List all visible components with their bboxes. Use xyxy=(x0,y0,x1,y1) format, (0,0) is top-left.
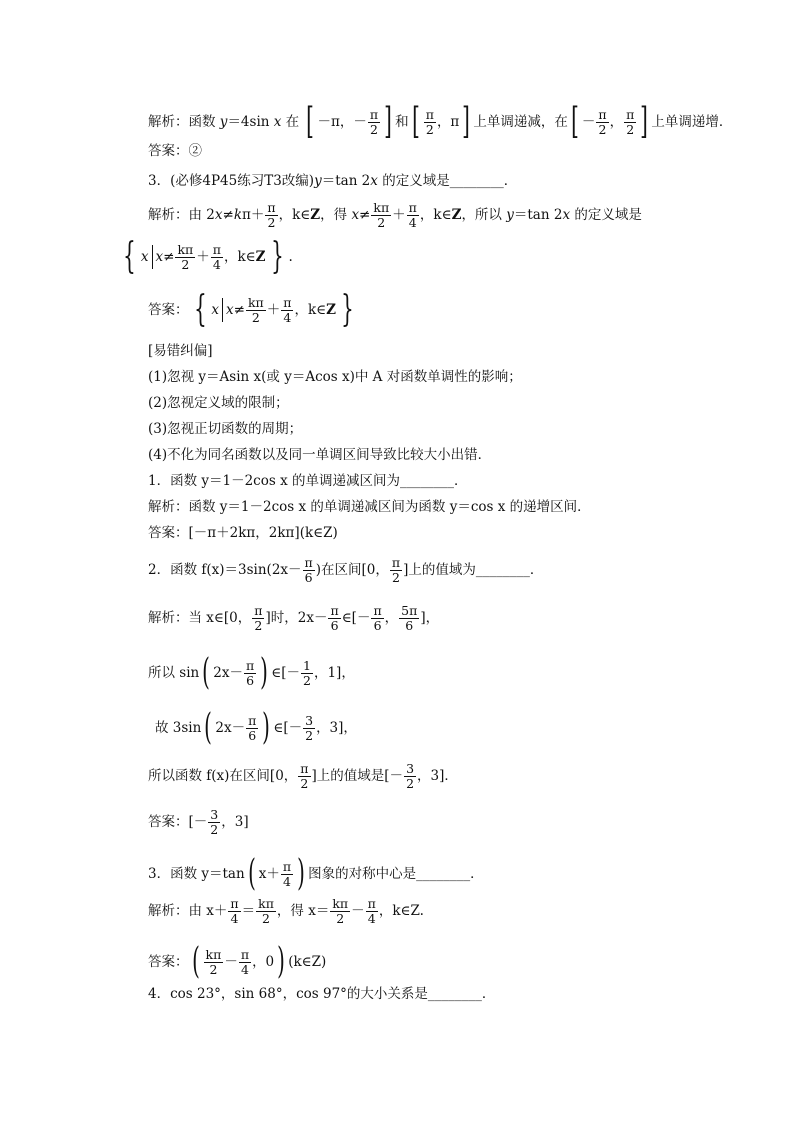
note-2: (2)忽视定义域的限制； xyxy=(148,395,289,411)
fraction: $\frac{\pi}{4}$ xyxy=(283,295,292,325)
question-2: 2．函数 f(x)＝3sin(2x－ $\frac{\pi}{6}$ )在区间[0， $\frac{\pi}{2}$ ]上的值域为________． xyxy=(148,555,544,585)
fraction: $\frac{k\pi}{2}$ xyxy=(373,200,390,230)
fraction: $\frac{\pi}{2}$ xyxy=(598,107,607,137)
fraction: $\frac{\pi}{2}$ xyxy=(254,603,263,633)
fraction: $\frac{k\pi}{2}$ xyxy=(177,242,194,272)
fraction: $\frac{k\pi}{2}$ xyxy=(258,896,274,926)
fraction: $\frac{\pi}{2}$ xyxy=(425,107,434,137)
fraction: $\frac{\pi}{2}$ xyxy=(626,107,635,137)
fraction: $\frac{\pi}{4}$ xyxy=(282,859,292,889)
fraction: $\frac{\pi}{2}$ xyxy=(369,107,379,137)
fraction: $\frac{\pi}{6}$ xyxy=(373,603,382,633)
question-4: 4．cos 23°，sin 68°，cos 97°的大小关系是________． xyxy=(148,986,496,1002)
analysis-2d: 所以函数 f(x)在区间[0， $\frac{\pi}{2}$ ]上的值域是[－ $\frac{3}{2}$ ，3]． xyxy=(148,761,458,791)
note-4: (4)不化为同名函数以及同一单调区间导致比较大小出错． xyxy=(148,447,492,463)
fraction: $\frac{3}{2}$ xyxy=(305,713,314,743)
fraction: $\frac{\pi}{4}$ xyxy=(367,896,376,926)
fraction: $\frac{\pi}{4}$ xyxy=(408,200,417,230)
fraction: $\frac{5\pi}{6}$ xyxy=(401,603,418,633)
note-3: (3)忽视正切函数的周期； xyxy=(148,421,303,437)
answer-2: 答案：[－ $\frac{3}{2}$ ，3] xyxy=(148,807,249,837)
answer-1: 答案：[－π＋2kπ，2kπ](k∈Z) xyxy=(148,525,338,541)
question-1: 1．函数 y＝1－2cos x 的单调递减区间为________． xyxy=(148,473,468,489)
fraction: $\frac{3}{2}$ xyxy=(210,807,219,837)
fraction: $\frac{\pi}{4}$ xyxy=(230,896,239,926)
analysis-2b: 所以 sin( 2x－ $\frac{\pi}{6}$ ) ∈[－ $\frac{1}{2}$ ，1]， xyxy=(148,652,355,693)
analysis-line-4: 解析：由 2x≠kπ＋ $\frac{\pi}{2}$ ，k∈Z，得 x≠ $\frac{k\pi}{2}$ ＋ $\frac{\pi}{4}$ ，k∈Z，所以 y＝tan 2x 的定义域是 xyxy=(148,200,642,230)
fraction: $\frac{\pi}{4}$ xyxy=(212,242,221,272)
answer-line-2: 答案：② xyxy=(148,143,202,159)
fraction: $\frac{\pi}{2}$ xyxy=(391,555,401,585)
question-3: 3．函数 y＝tan( x＋ $\frac{\pi}{4}$ ) 图象的对称中心是________． xyxy=(148,853,484,894)
set-notation-line-5: { x x≠ $\frac{k\pi}{2}$ ＋ $\frac{\pi}{4}$ ，k∈Z } . xyxy=(123,236,293,277)
analysis-2: 解析：当 x∈[0， $\frac{\pi}{2}$ ]时，2x－ $\frac{\pi}{6}$ ∈[－ $\frac{\pi}{6}$ ， $\frac{5\pi}{6}$ ]， xyxy=(148,603,440,633)
analysis-3: 解析：由 x＋ $\frac{\pi}{4}$ ＝ $\frac{k\pi}{2}$ ，得 x＝ $\frac{k\pi}{2}$ － $\frac{\pi}{4}$ ，k∈Z. xyxy=(148,896,424,926)
fraction: $\frac{\pi}{6}$ xyxy=(304,555,313,585)
fraction: $\frac{k\pi}{2}$ xyxy=(205,947,222,977)
bracket-left: [ xyxy=(306,101,315,142)
analysis-2c: 故 3sin( 2x－ $\frac{\pi}{6}$ ) ∈[－ $\frac{3}{2}$ ，3]， xyxy=(155,707,357,748)
fraction: $\frac{\pi}{2}$ xyxy=(267,200,276,230)
section-heading: [易错纠偏] xyxy=(148,343,213,359)
analysis-1: 解析：函数 y＝1－2cos x 的单调递减区间为函数 y＝cos x 的递增区间． xyxy=(148,499,591,515)
fraction: $\frac{\pi}{6}$ xyxy=(245,658,255,688)
fraction: $\frac{1}{2}$ xyxy=(303,658,311,688)
fraction: $\frac{3}{2}$ xyxy=(406,761,415,791)
question-line-3: 3．(必修4P45练习T3改编)y＝tan 2x 的定义域是________． xyxy=(148,173,518,189)
fraction: $\frac{k\pi}{2}$ xyxy=(247,295,264,325)
fraction: $\frac{\pi}{6}$ xyxy=(330,603,339,633)
note-1: (1)忽视 y＝Asin x(或 y＝Acos x)中 A 对函数单调性的影响； xyxy=(148,369,522,385)
fraction: $\frac{k\pi}{2}$ xyxy=(332,896,349,926)
fraction: $\frac{\pi}{4}$ xyxy=(240,947,250,977)
fraction: $\frac{\pi}{6}$ xyxy=(248,713,257,743)
analysis-line-1: 解析：函数 y＝4sin x 在 [ －π，－ $\frac{\pi}{2}$ ] 和[ $\frac{\pi}{2}$ ，π] 上单调递减，在[ － $\frac{\pi}{2}$ ， $\frac{\pi}{2}$ ] 上单调递增． xyxy=(148,101,733,142)
fraction: $\frac{\pi}{2}$ xyxy=(300,761,309,791)
answer-3: 答案：( $\frac{k\pi}{2}$ － $\frac{\pi}{4}$ ，0) (k∈Z) xyxy=(148,941,327,982)
answer-line-6: 答案： { x x≠ $\frac{k\pi}{2}$ ＋ $\frac{\pi}{4}$ ，k∈Z } xyxy=(148,289,354,330)
